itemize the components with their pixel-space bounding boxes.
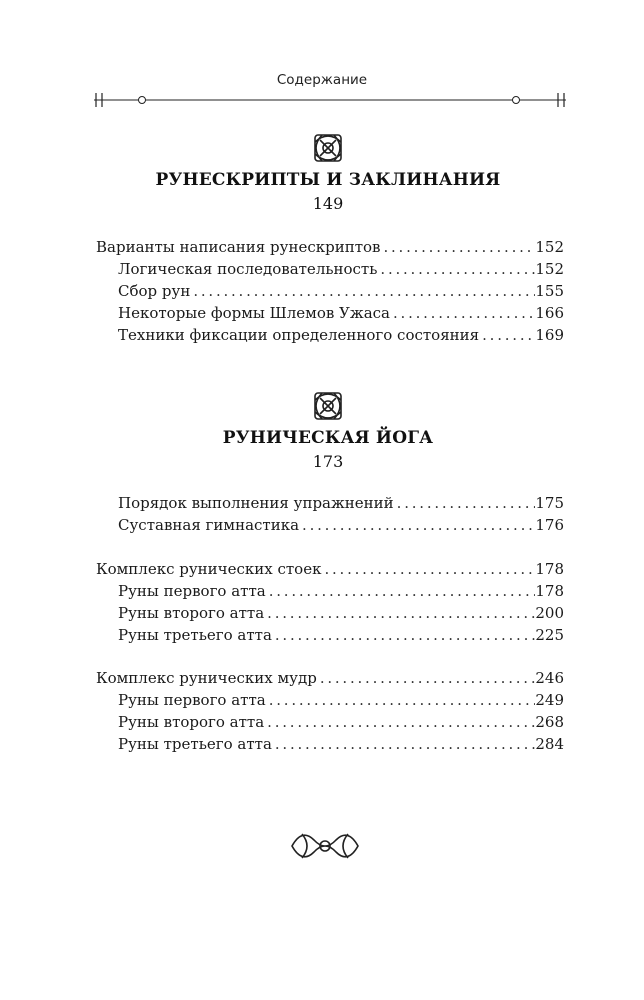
toc-entry[interactable]	[96, 237, 564, 257]
toc-dot-leader	[321, 559, 535, 579]
toc-entry[interactable]	[118, 625, 564, 645]
section-page-number: 149	[312, 194, 344, 213]
toc-dot-leader	[266, 581, 536, 601]
toc-dot-leader	[264, 712, 535, 732]
toc-entry-page: 225	[535, 626, 564, 644]
toc-entry-title: Комплекс рунических мудр	[96, 669, 317, 687]
section-page-number: 173	[312, 452, 344, 471]
toc-entry[interactable]	[118, 259, 564, 279]
toc-dot-leader	[264, 603, 535, 623]
header-rule-ornament	[94, 89, 566, 111]
toc-dot-leader	[317, 668, 536, 688]
toc-dot-leader	[299, 515, 535, 535]
toc-entry-page: 152	[535, 238, 564, 256]
running-head: Содержание	[276, 72, 368, 88]
toc-entry-title: Руны третьего атта	[118, 626, 272, 644]
toc-dot-leader	[394, 493, 536, 513]
toc-entry-title: Сбор рун	[118, 282, 191, 300]
toc-entry-page: 175	[535, 494, 564, 512]
toc-entry[interactable]	[118, 581, 564, 601]
toc-entry-page: 200	[535, 604, 564, 622]
toc-entry[interactable]	[118, 712, 564, 732]
toc-dot-leader	[377, 259, 535, 279]
toc-entry-title: Некоторые формы Шлемов Ужаса	[118, 304, 390, 322]
toc-dot-leader	[190, 281, 535, 301]
toc-entry-title: Руны первого атта	[118, 582, 266, 600]
toc-entry-title: Суставная гимнастика	[118, 516, 300, 534]
toc-entry[interactable]	[118, 734, 564, 754]
toc-entry[interactable]	[118, 603, 564, 623]
toc-entry-page: 246	[535, 669, 564, 687]
toc-entry[interactable]	[96, 559, 564, 579]
toc-entry[interactable]	[96, 668, 564, 688]
toc-entry-title: Варианты написания рунескриптов	[96, 238, 381, 256]
toc-entry-title: Руны третьего атта	[118, 735, 272, 753]
toc-entry-page: 178	[535, 560, 564, 578]
toc-entry-page: 284	[535, 735, 564, 753]
section-title: РУНЕСКРИПТЫ И ЗАКЛИНАНИЯ	[155, 170, 501, 190]
toc-entry-title: Комплекс рунических стоек	[96, 560, 322, 578]
toc-entry-page: 169	[535, 326, 564, 344]
toc-entry-page: 152	[535, 260, 564, 278]
toc-dot-leader	[272, 734, 535, 754]
toc-dot-leader	[390, 303, 535, 323]
toc-entry-page: 176	[535, 516, 564, 534]
toc-entry-title: Руны первого атта	[118, 691, 266, 709]
toc-entry-page: 249	[535, 691, 564, 709]
toc-entry[interactable]	[118, 515, 564, 535]
toc-entry[interactable]	[118, 303, 564, 323]
toc-dot-leader	[266, 690, 536, 710]
toc-entry[interactable]	[118, 281, 564, 301]
toc-entry-page: 155	[535, 282, 564, 300]
section-title: РУНИЧЕСКАЯ ЙОГА	[222, 428, 434, 448]
toc-dot-leader	[479, 325, 535, 345]
toc-entry-page: 268	[535, 713, 564, 731]
toc-entry-title: Логическая последовательность	[118, 260, 378, 278]
toc-dot-leader	[380, 237, 535, 257]
toc-entry[interactable]	[118, 493, 564, 513]
toc-entry-title: Руны второго атта	[118, 713, 265, 731]
toc-entry-title: Порядок выполнения упражнений	[118, 494, 394, 512]
celtic-knot-icon	[310, 388, 346, 424]
toc-entry-title: Руны второго атта	[118, 604, 265, 622]
toc-dot-leader	[272, 625, 535, 645]
toc-entry[interactable]	[118, 325, 564, 345]
toc-entry-title: Техники фиксации определенного состояния	[118, 326, 480, 344]
toc-entry[interactable]	[118, 690, 564, 710]
toc-entry-page: 178	[535, 582, 564, 600]
celtic-knot-ornament-icon	[288, 826, 362, 866]
celtic-knot-icon	[310, 130, 346, 166]
toc-entry-page: 166	[535, 304, 564, 322]
